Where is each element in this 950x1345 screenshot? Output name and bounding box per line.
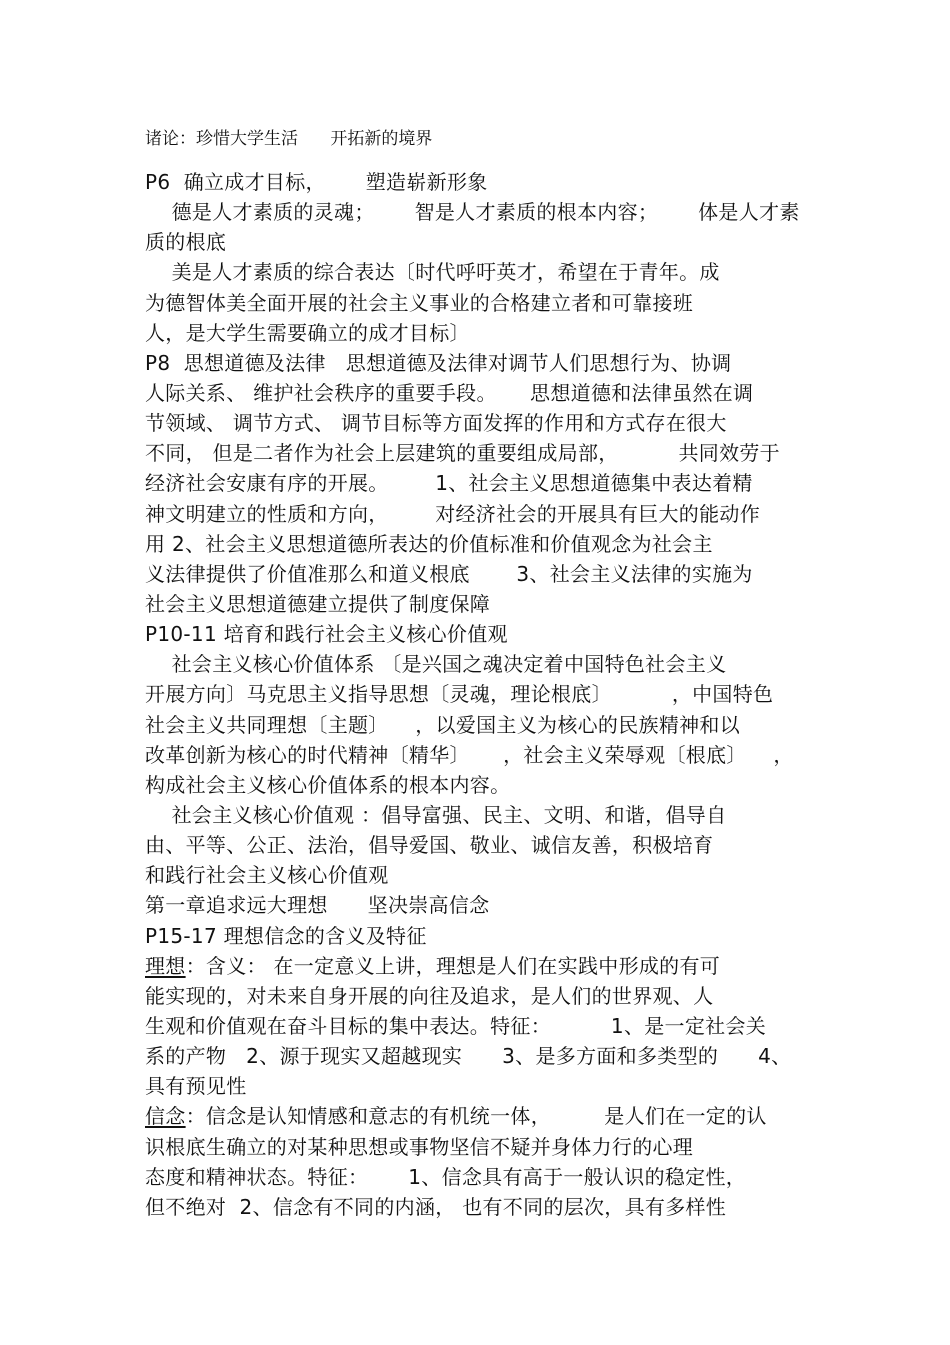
line-text: 开展方向〕马克思主义指导思想〔灵魂，理论根底〕 ，中国特色 — [145, 682, 774, 707]
text-line — [145, 167, 845, 197]
line-text: 由、平等、公正、法治，倡导爱国、敬业、诚信友善，积极培育 — [145, 833, 714, 858]
line-text: P8 思想道德及法律 思想道德及法律对调节人们思想行为、协调 — [145, 350, 732, 375]
line-text: 神文明建立的性质和方向， 对经济社会的开展具有巨大的能动作 — [145, 501, 761, 526]
text-line — [145, 1041, 845, 1071]
text-line — [145, 1132, 845, 1162]
text-line — [145, 830, 845, 860]
line-text: 第一章追求远大理想 坚决崇高信念 — [145, 893, 490, 918]
text-line — [145, 981, 845, 1011]
line-text: ：信念是认知情感和意志的有机统一体， 是人们在一定的认 — [185, 1104, 767, 1129]
text-line — [145, 589, 845, 619]
line-text: 为德智体美全面开展的社会主义事业的合格建立者和可靠接班 — [145, 290, 694, 315]
line-text: 德是人才素质的灵魂； 智是人才素质的根本内容； 体是人才素 — [145, 200, 800, 225]
text-line — [145, 499, 845, 529]
line-text: 义法律提供了价值准那么和道义根底 3、社会主义法律的实施为 — [145, 561, 753, 586]
line-text: P10-11 培育和践行社会主义核心价值观 — [145, 622, 508, 647]
line-text: 用 2、社会主义思想道德所表达的价值标准和价值观念为社会主 — [145, 531, 713, 556]
text-line — [145, 1162, 845, 1192]
text-line — [145, 800, 845, 830]
text-line — [145, 559, 845, 589]
text-line — [145, 197, 845, 227]
text-line — [145, 468, 845, 498]
line-text: 态度和精神状态。特征： 1、信念具有高于一般认识的稳定性， — [145, 1164, 747, 1189]
text-line — [145, 378, 845, 408]
text-line — [145, 348, 845, 378]
text-line — [145, 1071, 845, 1101]
underlined-term: 理想 — [145, 953, 186, 978]
intro-heading: 诸论：珍惜大学生活 开拓新的境界 — [145, 129, 433, 149]
line-text: 经济社会安康有序的开展。 1、社会主义思想道德集中表达着精 — [145, 471, 753, 496]
line-text: 和践行社会主义核心价值观 — [145, 863, 389, 888]
text-line — [145, 227, 845, 257]
underlined-term: 信念 — [145, 1104, 186, 1129]
body-text — [145, 167, 845, 1222]
line-text: 系的产物 2、源于现实又超越现实 3、是多方面和多类型的 4、 — [145, 1044, 792, 1069]
text-line — [145, 890, 845, 920]
text-line — [145, 619, 845, 649]
line-text: P6 确立成才目标， 塑造崭新形象 — [145, 170, 488, 194]
line-text: 生观和价值观在奋斗目标的集中表达。特征： 1、是一定社会关 — [145, 1013, 767, 1038]
text-line — [145, 1192, 845, 1222]
line-text: 但不绝对 2、信念有不同的内涵， 也有不同的层次，具有多样性 — [145, 1194, 727, 1219]
text-line — [145, 288, 845, 318]
line-text: 改革创新为核心的时代精神〔精华〕 ，社会主义荣辱观〔根底〕 ， — [145, 742, 794, 767]
line-text: 具有预见性 — [145, 1074, 247, 1099]
text-line — [145, 679, 845, 709]
line-text: 节领域、 调节方式、 调节目标等方面发挥的作用和方式存在很大 — [145, 411, 727, 436]
text-line — [145, 438, 845, 468]
text-line — [145, 710, 845, 740]
text-line — [145, 649, 845, 679]
text-line — [145, 770, 845, 800]
text-line — [145, 318, 845, 348]
text-line — [145, 1011, 845, 1041]
line-text: 社会主义核心价值观 ：倡导富强、民主、文明、和谐，倡导自 — [145, 802, 727, 827]
text-line — [145, 921, 845, 951]
text-line — [145, 860, 845, 890]
text-line — [145, 529, 845, 559]
line-text: 人际关系、 维护社会秩序的重要手段。 思想道德和法律虽然在调 — [145, 380, 754, 405]
line-text: 社会主义思想道德建立提供了制度保障 — [145, 591, 491, 616]
line-text: 人，是大学生需要确立的成才目标〕 — [145, 320, 470, 345]
text-line — [145, 257, 845, 287]
line-text: 不同， 但是二者作为社会上层建筑的重要组成局部， 共同效劳于 — [145, 441, 780, 466]
text-line — [145, 740, 845, 770]
line-text: 识根底生确立的对某种思想或事物坚信不疑并身体力行的心理 — [145, 1134, 694, 1159]
line-text: 美是人才素质的综合表达〔时代呼吁英才，希望在于青年。成 — [145, 260, 720, 285]
text-line — [145, 1101, 845, 1131]
line-text: 社会主义核心价值体系 〔是兴国之魂决定着中国特色社会主义 — [145, 652, 727, 677]
line-text: 能实现的，对未来自身开展的向往及追求，是人们的世界观、人 — [145, 983, 714, 1008]
line-text: ：含义： 在一定意义上讲，理想是人们在实践中形成的有可 — [185, 953, 721, 978]
line-text: 质的根底 — [145, 230, 227, 255]
line-text: 构成社会主义核心价值体系的根本内容。 — [145, 772, 511, 797]
line-text: 社会主义共同理想〔主题〕 ，以爱国主义为核心的民族精神和以 — [145, 712, 741, 737]
text-line — [145, 951, 845, 981]
line-text: P15-17 理想信念的含义及特征 — [145, 923, 427, 948]
text-line — [145, 408, 845, 438]
